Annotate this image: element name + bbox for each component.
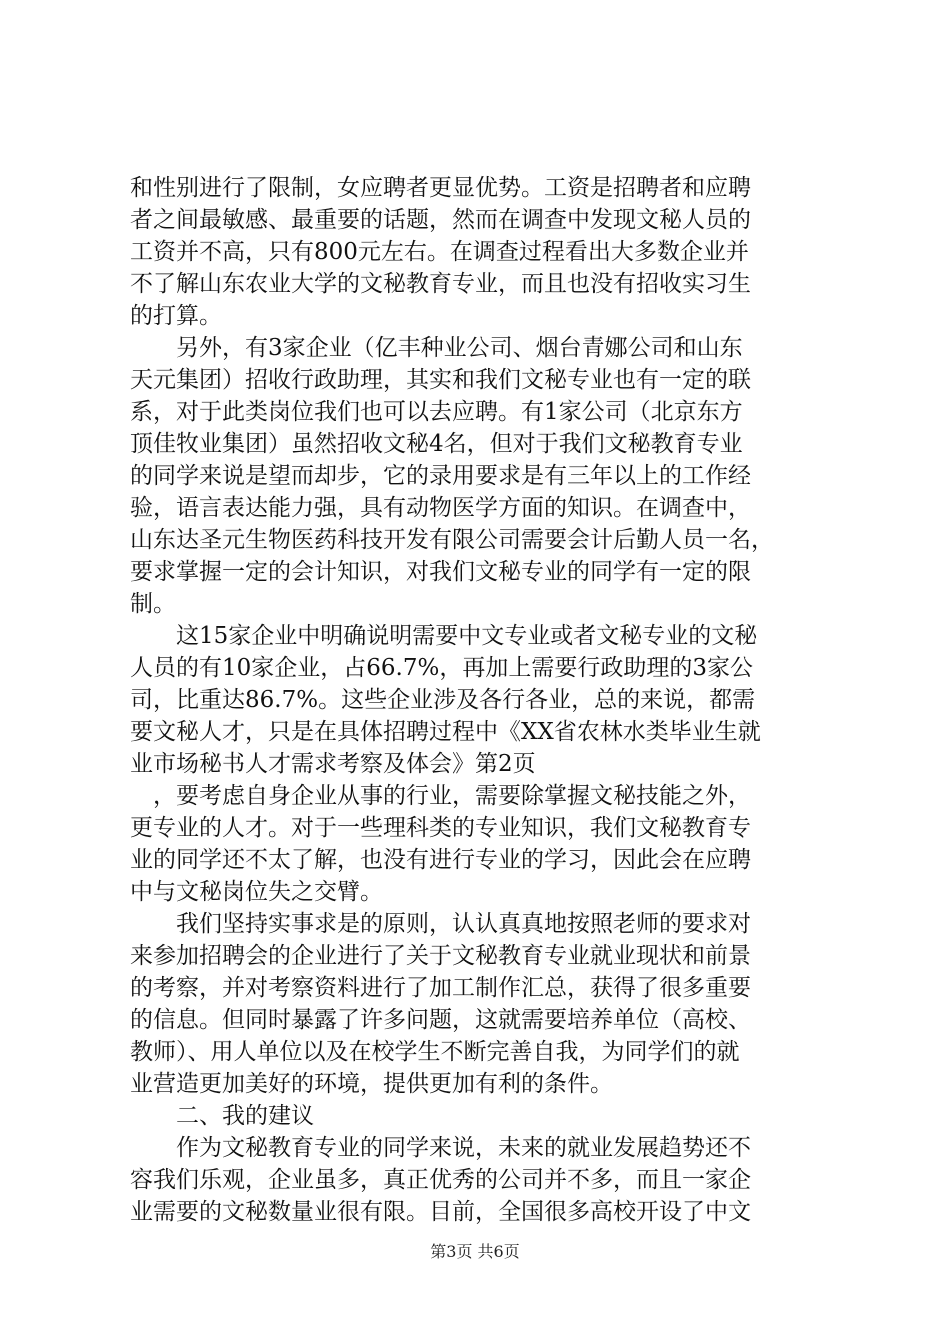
text-line: 要求掌握一定的会计知识，对我们文秘专业的同学有一定的限: [130, 559, 751, 585]
text-line: 的考察，并对考察资料进行了加工制作汇总，获得了很多重要: [130, 975, 751, 1001]
page-footer: 第3页 共6页: [430, 1242, 520, 1261]
text-line: 人员的有10家企业，占66.7%，再加上需要行政助理的3家公: [130, 655, 753, 681]
text-line: 容我们乐观，企业虽多，真正优秀的公司并不多，而且一家企: [130, 1167, 751, 1193]
text-line: 工资并不高，只有800元左右。在调查过程看出大多数企业并: [130, 239, 749, 265]
text-line: 制。: [130, 591, 176, 617]
text-line: 我们坚持实事求是的原则，认认真真地按照老师的要求对: [130, 911, 751, 937]
text-line: 天元集团）招收行政助理，其实和我们文秘专业也有一定的联: [130, 367, 751, 393]
text-line: 业的同学还不太了解，也没有进行专业的学习，因此会在应聘: [130, 847, 751, 873]
text-line: 更专业的人才。对于一些理科类的专业知识，我们文秘教育专: [130, 815, 751, 841]
text-line: 业营造更加美好的环境，提供更加有利的条件。: [130, 1071, 613, 1097]
text-line: 的同学来说是望而却步，它的录用要求是有三年以上的工作经: [130, 463, 751, 489]
text-line: ，要考虑自身企业从事的行业，需要除掌握文秘技能之外，: [130, 783, 751, 809]
text-line: 验，语言表达能力强，具有动物医学方面的知识。在调查中，: [130, 495, 751, 521]
text-line: 这15家企业中明确说明需要中文专业或者文秘专业的文秘: [130, 623, 758, 649]
text-line: 司，比重达86.7%。这些企业涉及各行各业，总的来说，都需: [130, 687, 756, 713]
text-line: 作为文秘教育专业的同学来说，未来的就业发展趋势还不: [130, 1135, 751, 1161]
text-line: 和性别进行了限制，女应聘者更显优势。工资是招聘者和应聘: [130, 175, 751, 201]
text-line: 教师）、用人单位以及在校学生不断完善自我，为同学们的就: [130, 1039, 740, 1065]
text-line: 来参加招聘会的企业进行了关于文秘教育专业就业现状和前景: [130, 943, 751, 969]
text-line: 顶佳牧业集团）虽然招收文秘4名，但对于我们文秘教育专业: [130, 431, 743, 457]
text-line: 不了解山东农业大学的文秘教育专业，而且也没有招收实习生: [130, 271, 751, 297]
document-body: [130, 172, 830, 1228]
text-line: 业市场秘书人才需求考察及体会》第2页: [130, 751, 536, 777]
text-line: 中与文秘岗位失之交臂。: [130, 879, 383, 905]
text-line: 二、我的建议: [130, 1103, 314, 1129]
text-line: 系，对于此类岗位我们也可以去应聘。有1家公司（北京东方: [130, 399, 743, 425]
text-line: 的打算。: [130, 303, 222, 329]
text-line: 的信息。但同时暴露了许多问题，这就需要培养单位（高校、: [130, 1007, 751, 1033]
text-line: 者之间最敏感、最重要的话题，然而在调查中发现文秘人员的: [130, 207, 751, 233]
text-line: 另外，有3家企业（亿丰种业公司、烟台青娜公司和山东: [130, 335, 743, 361]
text-line: 业需要的文秘数量业很有限。目前，全国很多高校开设了中文: [130, 1199, 751, 1225]
text-line: 山东达圣元生物医药科技开发有限公司需要会计后勤人员一名，: [130, 527, 774, 553]
text-line: 要文秘人才，只是在具体招聘过程中《XX省农林水类毕业生就: [130, 719, 761, 745]
